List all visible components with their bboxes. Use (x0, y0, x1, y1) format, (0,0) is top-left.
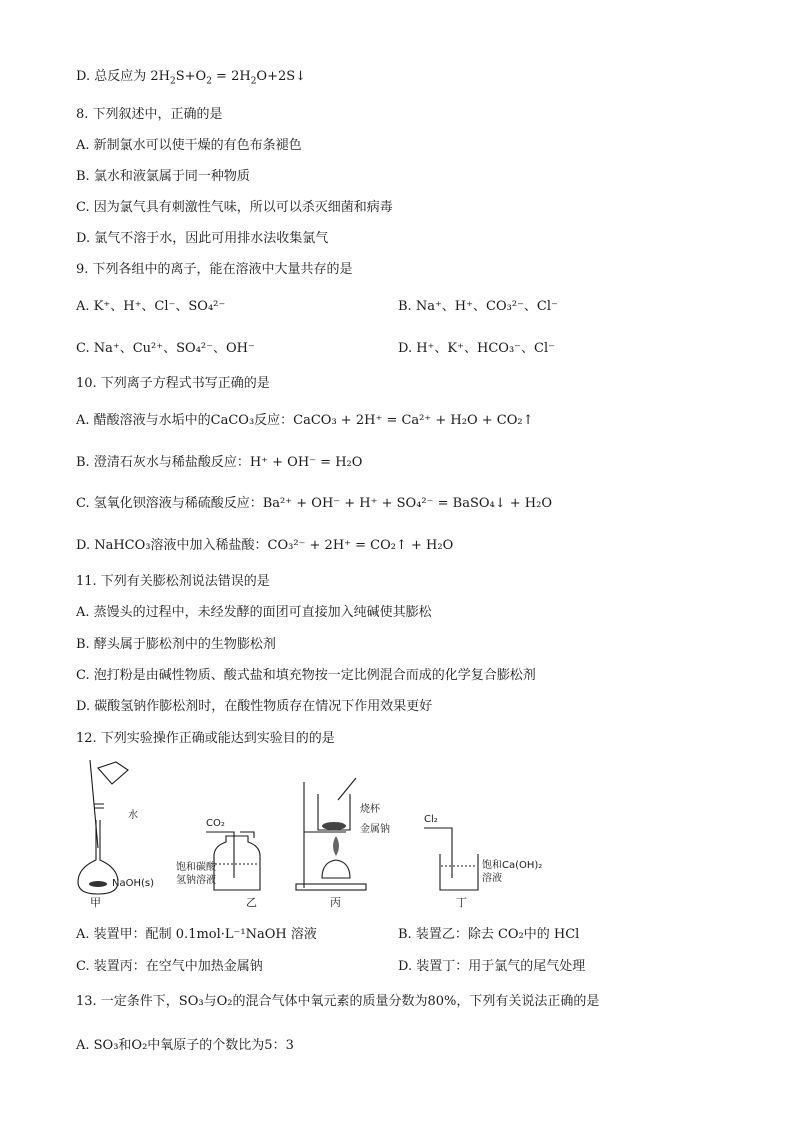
q11-option-d: D. 碳酸氢钠作膨松剂时，在酸性物质存在情况下作用效果更好 (76, 699, 433, 714)
apparatus-jia (78, 760, 154, 909)
q10-option-b: B. 澄清石灰水与稀盐酸反应：H⁺ + OH⁻ = H₂O (76, 455, 363, 470)
q12-option-b: B. 装置乙：除去 CO₂中的 HCl (398, 927, 580, 942)
label-nahco3-line1: 饱和碳酸 (176, 862, 216, 873)
label-caoh-line2: 溶液 (482, 873, 502, 884)
q10-option-a: A. 醋酸溶液与水垢中的CaCO₃反应：CaCO₃ + 2H⁺ = Ca²⁺ + H₂O + CO₂↑ (76, 413, 534, 428)
q11-stem: 11. 下列有关膨松剂说法错误的是 (76, 574, 270, 589)
label-co2: CO₂ (206, 818, 225, 829)
q12-stem: 12. 下列实验操作正确或能达到实验目的的是 (76, 731, 335, 746)
q9-option-b: B. Na⁺、H⁺、CO₃²⁻、Cl⁻ (398, 299, 558, 314)
label-beaker: 烧杯 (360, 804, 380, 815)
q9-option-c: C. Na⁺、Cu²⁺、SO₄²⁻、OH⁻ (76, 341, 255, 356)
apparatus-ding (424, 814, 542, 909)
q10-option-d: D. NaHCO₃溶液中加入稀盐酸：CO₃²⁻ + 2H⁺ = CO₂↑ + H₂O (76, 538, 454, 553)
q11-option-a: A. 蒸馒头的过程中，未经发酵的面团可直接加入纯碱使其膨松 (76, 605, 432, 620)
label-cl2: Cl₂ (424, 814, 438, 825)
caption-jia: 甲 (90, 896, 101, 909)
q12-option-d: D. 装置丁：用于氯气的尾气处理 (398, 959, 586, 974)
q9-stem: 9. 下列各组中的离子，能在溶液中大量共存的是 (76, 262, 353, 277)
q12-apparatus-figure (68, 760, 543, 910)
q7-option-d: D. 总反应为 $2H_2S+O_2$ = $2H_2O+2S↓$ (76, 69, 307, 87)
q11-option-b: B. 酵头属于膨松剂中的生物膨松剂 (76, 637, 276, 652)
q8-option-d: D. 氯气不溶于水，因此可用排水法收集氯气 (76, 231, 329, 246)
q8-stem: 8. 下列叙述中，正确的是 (76, 107, 223, 122)
caption-bing: 丙 (330, 896, 341, 909)
q12-option-c: C. 装置丙：在空气中加热金属钠 (76, 959, 263, 974)
apparatus-yi (176, 818, 260, 909)
q8-option-b: B. 氯水和液氯属于同一种物质 (76, 169, 250, 184)
label-naoh: NaOH(s) (112, 878, 155, 889)
q11-option-c: C. 泡打粉是由碱性物质、酸式盐和填充物按一定比例混合而成的化学复合膨松剂 (76, 668, 536, 683)
q10-option-c: C. 氢氧化钡溶液与稀硫酸反应：Ba²⁺ + OH⁻ + H⁺ + SO₄²⁻ = BaSO₄↓ + H₂O (76, 496, 552, 511)
q9-option-a: A. K⁺、H⁺、Cl⁻、SO₄²⁻ (76, 299, 226, 314)
q9-option-d: D. H⁺、K⁺、HCO₃⁻、Cl⁻ (398, 341, 555, 356)
label-sodium: 金属钠 (360, 824, 390, 835)
q12-option-a: A. 装置甲：配制 0.1mol·L⁻¹NaOH 溶液 (76, 927, 317, 942)
label-nahco3-line2: 氢钠溶液 (176, 875, 216, 886)
q13-stem: 13. 一定条件下，SO₃与O₂的混合气体中氧元素的质量分数为80%，下列有关说法正确的是 (76, 994, 600, 1009)
label-water: 水 (128, 810, 138, 821)
apparatus-bing (296, 778, 390, 909)
label-caoh-line1: 饱和Ca(OH)₂ (482, 860, 543, 871)
q13-option-a: A. SO₃和O₂中氧原子的个数比为5：3 (76, 1038, 294, 1053)
q10-stem: 10. 下列离子方程式书写正确的是 (76, 376, 270, 391)
q8-option-c: C. 因为氯气具有刺激性气味，所以可以杀灭细菌和病毒 (76, 200, 393, 215)
naoh-solid (89, 881, 107, 887)
caption-yi: 乙 (246, 896, 257, 909)
caption-ding: 丁 (456, 896, 467, 909)
q8-option-a: A. 新制氯水可以使干燥的有色布条褪色 (76, 138, 302, 153)
